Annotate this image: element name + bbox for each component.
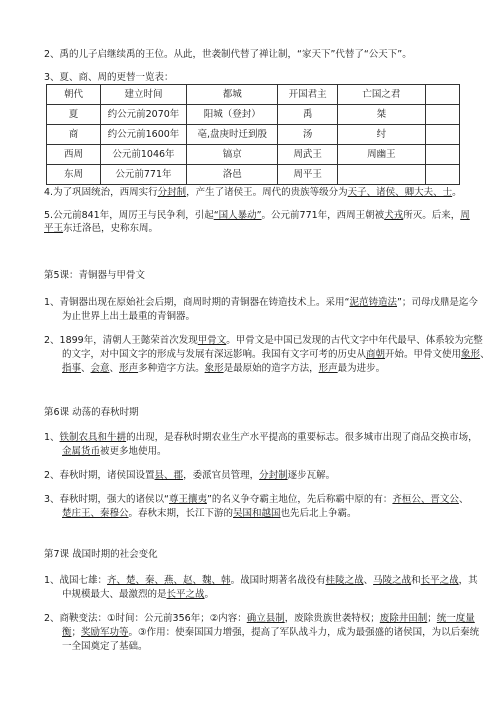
table-cell: 亳,盘庚时迁到殷 [187,125,278,145]
lesson-6-heading: 第6课 动荡的春秋时期 [44,407,139,418]
table-cell: 商 [47,125,101,145]
table-cell: 周平王 [278,165,337,185]
table-cell: 公元前771年 [100,165,186,185]
lesson-6-p1-cont: 金属货币被更多地使用。 [62,446,167,457]
lesson-6-p3-cont: 楚庄王、秦穆公。春秋末期，长江下游的吴国和越国也先后北上争霸。 [62,508,357,519]
lesson-5-p2-line3: 指事、会意、形声多种造字方法。象形是最原始的造字方法，形声最为进步。 [62,363,386,374]
table-header-cell [425,85,459,105]
lesson-5-p1: 1、青铜器出现在原始社会后期，商周时期的青铜器在铸造技术上。采用“泥范铸造法”；司母戊鼎是迄今 [44,297,478,308]
lesson-5-p1-cont: 为止世界上出土最重的青铜器。 [62,311,196,322]
table-header-cell: 开国君主 [278,85,337,105]
dynasty-table [46,84,460,185]
table-cell: 东周 [47,165,101,185]
table-cell: 镐京 [187,145,278,165]
table-header-row [47,85,460,105]
lesson-7-p2-line2: 衡；奖励军功等。③作用：使秦国国力增强，提高了军队战斗力，成为最强盛的诸侯国，为以后秦统 [62,627,480,638]
table-cell [425,105,459,125]
lesson-5-p2-line2: 的文字，对中国文字的形成与发展有深远影响。我国有文字可考的历史从商朝开始。甲骨文使用象形、 [62,349,490,360]
table-cell [425,145,459,165]
table-cell: 公元前1046年 [100,145,186,165]
item-5: 5.公元前841年，周厉王与民争利，引起“国人暴动”。公元前771年，西周王朝被犬戎所灭。后来，周 [44,210,470,221]
item-4: 4.为了巩固统治，西周实行分封制，产生了诸侯王。周代的贵族等级分为天子、诸侯、卿大夫、士。 [44,187,462,198]
table-cell: 周武王 [278,145,337,165]
table-cell: 洛邑 [187,165,278,185]
lesson-7-p1-cont: 中规模最大、最激烈的是长平之战。 [62,589,215,600]
lesson-6-p2: 2、春秋时期，诸侯国设置县、郡，委派官员管理，分封制逐步瓦解。 [44,470,336,481]
lesson-7-p2-line3: 一全国奠定了基础。 [62,641,148,652]
table-cell: 禹 [278,105,337,125]
lesson-5-heading: 第5课：青铜器与甲骨文 [44,270,146,281]
intro-item-2: 2、禹的儿子启继续禹的王位。从此，世袭制代替了禅让制，“家天下”代替了“公天下”。 [44,49,412,60]
table-cell: 约公元前1600年 [100,125,186,145]
table-row [47,105,460,125]
table-row [47,145,460,165]
item-5-cont: 平王东迁洛邑，史称东周。 [44,223,159,234]
table-cell: 桀 [337,105,425,125]
table-cell: 夏 [47,105,101,125]
table-header-cell: 建立时间 [100,85,186,105]
table-cell: 阳城（登封） [187,105,278,125]
lesson-6-p1: 1、铁制农具和牛耕的出现，是春秋时期农业生产水平提高的重要标志。很多城市出现了商品交换市场， [44,432,478,443]
table-cell [425,165,459,185]
table-cell: 西周 [47,145,101,165]
lesson-7-p2: 2、商鞅变法：①时间：公元前356年；②内容：确立县制，废除贵族世袭特权；废除井田制；统一度量 [44,613,475,624]
lesson-5-p2: 2、1899年，清朝人王懿荣首次发现甲骨文。甲骨文是中国已发现的古代文字中年代最早、体系较为完整 [44,335,483,346]
intro-item-3: 3、夏、商、周的更替一览表： [44,72,174,83]
table-cell: 纣 [337,125,425,145]
table-cell: 周幽王 [337,145,425,165]
lesson-7-p1: 1、战国七雄：齐、楚、秦、燕、赵、魏、韩。战国时期著名战役有桂陵之战、马陵之战和长平之战，其 [44,575,478,586]
table-header-cell: 亡国之君 [337,85,425,105]
table-header-cell: 朝代 [47,85,101,105]
table-cell: 汤 [278,125,337,145]
table-cell [425,125,459,145]
lesson-6-p3: 3、春秋时期，强大的诸侯以“尊王攘夷”的名义争夺霸主地位，先后称霸中原的有：齐桓公、晋文公、 [44,494,469,505]
table-cell [337,165,425,185]
lesson-7-heading: 第7课 战国时期的社会变化 [44,549,158,560]
table-header-cell: 都城 [187,85,278,105]
table-cell: 约公元前2070年 [100,105,186,125]
table-row [47,125,460,145]
table-row [47,165,460,185]
